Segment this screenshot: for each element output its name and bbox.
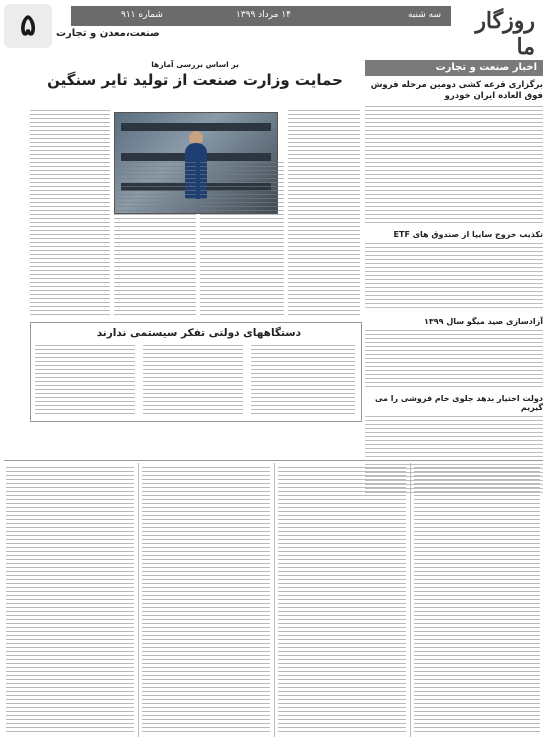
boxed-article <box>30 322 362 422</box>
ad-column <box>142 467 270 735</box>
right-column <box>365 60 543 496</box>
story-headline: برگزاری قرعه کشی دومین مرحله فروش فوق العاده ایران خودرو <box>370 80 543 101</box>
date-bar <box>71 6 451 26</box>
story-headline: دولت اختیار بدهد جلوی خام فروشی را می گیریم <box>374 394 543 412</box>
masthead <box>4 4 543 60</box>
article-text <box>251 345 355 415</box>
story-headline: تکذیب خروج سایپا از صندوق های ETF <box>393 230 543 239</box>
feature-headline: حمایت وزارت صنعت از تولید تایر سنگین <box>47 71 343 89</box>
article-text <box>30 110 110 315</box>
boxed-headline: دستگاههای دولتی تفکر سیستمی ندارند <box>96 327 301 339</box>
story-body <box>365 330 543 388</box>
ad-column <box>414 467 540 735</box>
article-text <box>114 162 196 315</box>
section-title: صنعت،معدن و تجارت <box>56 28 160 39</box>
article-text <box>35 345 135 415</box>
article-text <box>143 345 243 415</box>
ad-column <box>278 467 406 735</box>
ad-column <box>6 467 134 735</box>
story-headline: آزادسازی صید میگو سال ۱۳۹۹ <box>424 317 543 326</box>
issue-label: شماره ۹۱۱ <box>121 10 163 20</box>
date-label: ۱۴ مرداد ۱۳۹۹ <box>235 10 291 20</box>
section-label: اخبار صنعت و تجارت <box>365 60 543 76</box>
article-text <box>200 162 284 315</box>
story-body <box>365 243 543 311</box>
story-body <box>365 106 543 224</box>
logo-text: روزگار ما <box>475 8 535 60</box>
classified-ads <box>4 460 543 741</box>
logo <box>451 6 543 60</box>
feature-article <box>30 60 360 89</box>
feature-kicker: بر اساس بررسی آمارها <box>151 60 239 69</box>
article-text <box>288 110 360 315</box>
page-number: ۵ <box>4 4 52 48</box>
day-label: سه شنبه <box>407 10 441 20</box>
